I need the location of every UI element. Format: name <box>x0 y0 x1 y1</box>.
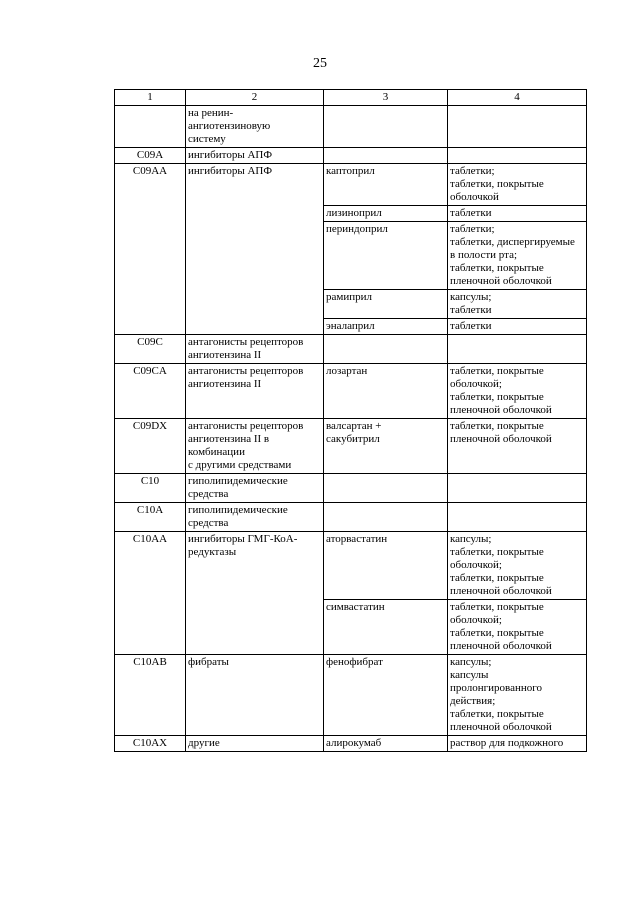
dosage-form-cell <box>448 503 587 532</box>
drug-name-cell <box>324 474 448 503</box>
dosage-form-cell: капсулы; капсулы пролонгированного действия; таблетки, покрытые пленочной оболочкой <box>448 655 587 736</box>
page-number: 25 <box>313 56 327 71</box>
drug-name-cell <box>324 335 448 364</box>
table-row <box>115 503 587 532</box>
table-row <box>115 335 587 364</box>
drug-name-cell: аторвастатин <box>324 532 448 600</box>
dosage-form-cell <box>448 106 587 148</box>
atc-code-cell: C09A <box>115 148 186 164</box>
drug-name-cell: валсартан + сакубитрил <box>324 419 448 474</box>
table-row <box>115 148 587 164</box>
dosage-form-cell: таблетки, покрытые оболочкой; таблетки, покрытые пленочной оболочкой <box>448 600 587 655</box>
dosage-form-cell: таблетки, покрытые оболочкой; таблетки, покрытые пленочной оболочкой <box>448 364 587 419</box>
dosage-form-cell: таблетки <box>448 319 587 335</box>
group-name-cell: другие <box>186 736 324 752</box>
table-row <box>115 164 587 206</box>
dosage-form-cell: таблетки; таблетки, диспергируемые в полости рта; таблетки, покрытые пленочной оболочкой <box>448 222 587 290</box>
group-name-cell: ингибиторы АПФ <box>186 148 324 164</box>
dosage-form-cell: капсулы; таблетки <box>448 290 587 319</box>
group-name-cell: гиполипидемические средства <box>186 474 324 503</box>
drug-name-cell: каптоприл <box>324 164 448 206</box>
group-name-cell: ингибиторы АПФ <box>186 164 324 335</box>
drug-name-cell: лизиноприл <box>324 206 448 222</box>
table-row <box>115 655 587 736</box>
table-row <box>115 106 587 148</box>
dosage-form-cell <box>448 335 587 364</box>
table-header-row <box>115 90 587 106</box>
column-header: 2 <box>186 90 324 106</box>
atc-code-cell: C10AB <box>115 655 186 736</box>
table-row <box>115 474 587 503</box>
group-name-cell: антагонисты рецепторов ангиотензина II <box>186 364 324 419</box>
drug-name-cell <box>324 503 448 532</box>
dosage-form-cell <box>448 148 587 164</box>
atc-code-cell: C10 <box>115 474 186 503</box>
table-row <box>115 364 587 419</box>
drug-name-cell: лозартан <box>324 364 448 419</box>
drug-table <box>114 89 587 752</box>
drug-name-cell: симвастатин <box>324 600 448 655</box>
dosage-form-cell: таблетки, покрытые пленочной оболочкой <box>448 419 587 474</box>
group-name-cell: антагонисты рецепторов ангиотензина II в комбинации с другими средствами <box>186 419 324 474</box>
atc-code-cell: C10AX <box>115 736 186 752</box>
group-name-cell: гиполипидемические средства <box>186 503 324 532</box>
dosage-form-cell <box>448 474 587 503</box>
dosage-form-cell: капсулы; таблетки, покрытые оболочкой; таблетки, покрытые пленочной оболочкой <box>448 532 587 600</box>
dosage-form-cell: раствор для подкожного <box>448 736 587 752</box>
dosage-form-cell: таблетки <box>448 206 587 222</box>
group-name-cell: антагонисты рецепторов ангиотензина II <box>186 335 324 364</box>
table-row <box>115 532 587 600</box>
drug-name-cell <box>324 106 448 148</box>
drug-name-cell: фенофибрат <box>324 655 448 736</box>
atc-code-cell: C09C <box>115 335 186 364</box>
drug-name-cell: периндоприл <box>324 222 448 290</box>
drug-name-cell: рамиприл <box>324 290 448 319</box>
atc-code-cell: C10A <box>115 503 186 532</box>
atc-code-cell <box>115 106 186 148</box>
group-name-cell: фибраты <box>186 655 324 736</box>
group-name-cell: ингибиторы ГМГ-КоА- редуктазы <box>186 532 324 655</box>
atc-code-cell: C10AA <box>115 532 186 655</box>
drug-name-cell <box>324 148 448 164</box>
dosage-form-cell: таблетки; таблетки, покрытые оболочкой <box>448 164 587 206</box>
column-header: 3 <box>324 90 448 106</box>
drug-name-cell: эналаприл <box>324 319 448 335</box>
atc-code-cell: C09CA <box>115 364 186 419</box>
drug-name-cell: алирокумаб <box>324 736 448 752</box>
atc-code-cell: C09AA <box>115 164 186 335</box>
table-row <box>115 736 587 752</box>
group-name-cell: на ренин- ангиотензиновую систему <box>186 106 324 148</box>
atc-code-cell: C09DX <box>115 419 186 474</box>
column-header: 1 <box>115 90 186 106</box>
column-header: 4 <box>448 90 587 106</box>
table-row <box>115 419 587 474</box>
